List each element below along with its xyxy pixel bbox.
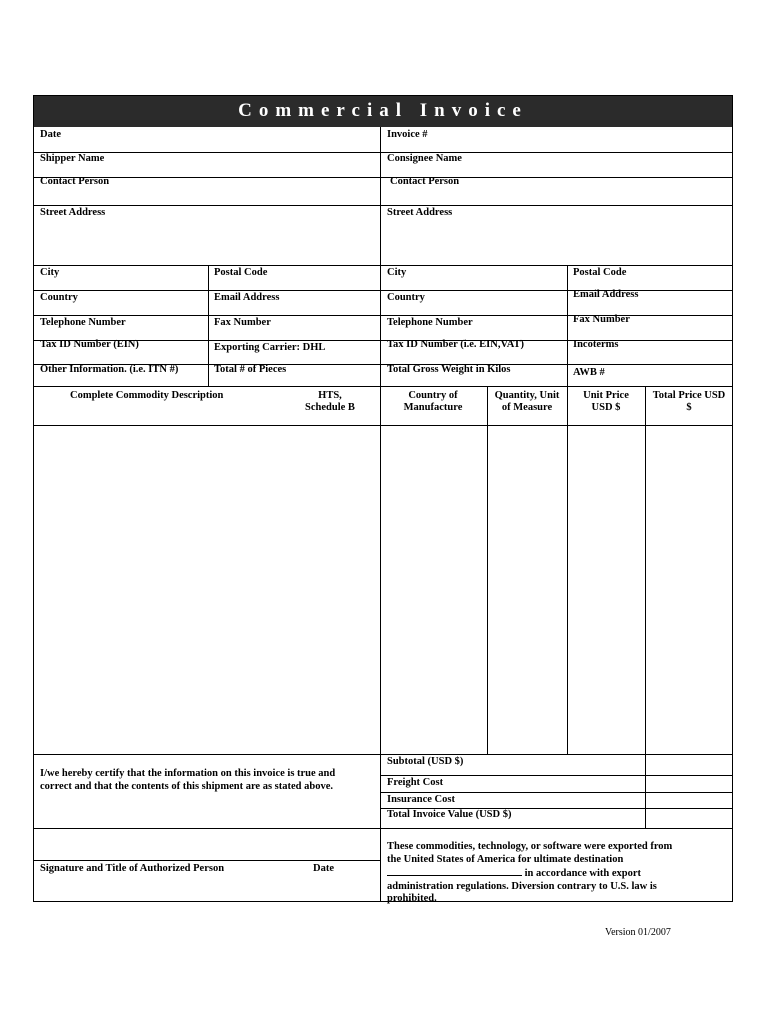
column-divider [645, 386, 646, 828]
shipper-street-label: Street Address [40, 207, 106, 218]
export-notice-part1: These commodities, technology, or software were exported from the United States of America for ultimate destination [387, 841, 673, 865]
gross-weight-label: Total Gross Weight in Kilos [387, 364, 511, 375]
col-header-unit-price: Unit Price USD $ [583, 390, 629, 413]
row-divider [33, 828, 733, 829]
other-info-label: Other Information. (i.e. ITN #) [40, 364, 179, 375]
shipper-fax-label: Fax Number [214, 317, 271, 328]
signature-label: Signature and Title of Authorized Person [40, 863, 225, 874]
version-label: Version 01/2007 [605, 927, 671, 938]
consignee-street-label: Street Address [387, 207, 453, 218]
row-divider [33, 425, 733, 426]
export-notice [387, 841, 687, 906]
shipper-city-label: City [40, 267, 60, 278]
shipper-country-label: Country [40, 292, 78, 303]
row-divider [33, 386, 733, 387]
consignee-country-label: Country [387, 292, 425, 303]
row-divider [33, 152, 733, 153]
column-divider [487, 386, 488, 754]
total-pieces-label: Total # of Pieces [214, 364, 287, 375]
awb-label: AWB # [573, 367, 605, 378]
invoice-number-label: Invoice # [387, 129, 428, 140]
destination-blank [387, 866, 522, 876]
column-divider [208, 265, 209, 386]
consignee-email-label: Email Address [573, 289, 639, 300]
shipper-contact-label: Contact Person [40, 176, 110, 187]
insurance-cost-label: Insurance Cost [387, 794, 455, 805]
consignee-city-label: City [387, 267, 407, 278]
certification-text: I/we hereby certify that the information on this invoice is true and correct and that the contents of this shipment are as stated above. [40, 768, 336, 792]
consignee-phone-label: Telephone Number [387, 317, 473, 328]
row-divider [33, 205, 733, 206]
signature-divider [33, 860, 380, 861]
totals-divider [380, 792, 733, 793]
col-header-hts: HTS, Schedule B [305, 390, 355, 413]
shipper-email-label: Email Address [214, 292, 280, 303]
row-divider [33, 177, 733, 178]
consignee-postal-label: Postal Code [573, 267, 627, 278]
column-divider [380, 127, 381, 902]
consignee-fax-label: Fax Number [573, 314, 630, 325]
col-header-total-price: Total Price USD $ [652, 390, 726, 413]
shipper-name-label: Shipper Name [40, 153, 105, 164]
date-label: Date [40, 129, 61, 140]
totals-divider [380, 775, 733, 776]
exporting-carrier-label: Exporting Carrier: DHL [214, 342, 326, 353]
col-header-description: Complete Commodity Description [70, 390, 224, 401]
column-divider [567, 386, 568, 754]
row-divider [33, 754, 733, 755]
page-title: Commercial Invoice [238, 100, 528, 121]
incoterms-label: Incoterms [573, 339, 619, 350]
shipper-postal-label: Postal Code [214, 267, 268, 278]
subtotal-label: Subtotal (USD $) [387, 756, 464, 767]
total-invoice-value-label: Total Invoice Value (USD $) [387, 809, 512, 820]
consignee-name-label: Consignee Name [387, 153, 462, 164]
consignee-contact-label: Contact Person [390, 176, 460, 187]
col-header-country: Country of Manufacture [403, 390, 463, 413]
signature-date-label: Date [313, 863, 334, 874]
consignee-taxid-label: Tax ID Number (i.e. EIN,VAT) [387, 339, 525, 350]
row-divider [33, 265, 733, 266]
shipper-phone-label: Telephone Number [40, 317, 126, 328]
freight-cost-label: Freight Cost [387, 777, 444, 788]
column-divider [567, 265, 568, 386]
col-header-quantity: Quantity, Unit of Measure [494, 390, 560, 413]
export-notice-part2: in accordance with export administration regulations. Diversion contrary to U.S. law is prohibited. [387, 868, 657, 904]
shipper-taxid-label: Tax ID Number (EIN) [40, 339, 139, 350]
